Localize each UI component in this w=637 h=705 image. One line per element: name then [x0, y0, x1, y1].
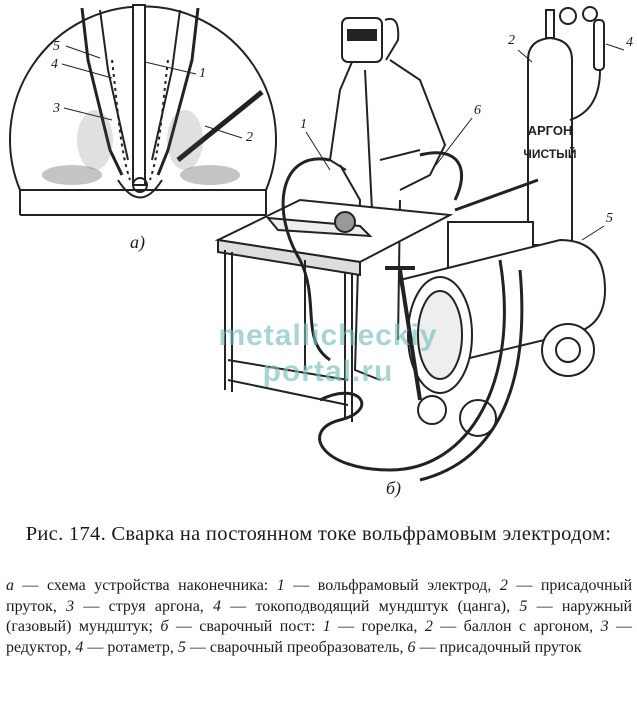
detail-label-2: 2: [246, 130, 253, 145]
legend-a-item-text: — вольфрамовый электрод,: [284, 577, 500, 594]
detail-label-3: 3: [53, 101, 60, 116]
legend-a-text: — схема устройства наконечника:: [14, 577, 277, 594]
legend-b-text: — сварочный пост:: [168, 618, 323, 635]
legend-b-item-num: 2: [424, 618, 433, 635]
legend-a-item-text: — присадочный пруток,: [6, 577, 632, 615]
figure-legend: [6, 576, 632, 658]
station-label-6: 6: [474, 103, 481, 118]
cylinder-label-line2: ЧИСТЫЙ: [523, 147, 577, 161]
station-label-4: 4: [626, 35, 633, 50]
legend-a-item-num: 1: [276, 577, 285, 594]
watermark-line1: metallicheckiy: [218, 319, 438, 352]
station-label-1: 1: [300, 117, 307, 132]
legend-b-item-text: — горелка,: [330, 618, 425, 635]
legend-a-item-num: 5: [519, 597, 528, 615]
legend-b-item-num: 4: [75, 638, 84, 656]
subfigure-b-label: б): [386, 478, 402, 498]
torch-tip-detail: [10, 5, 276, 215]
legend-b-item-text: — ротаметр,: [83, 638, 178, 656]
legend-a-item-text: — наружный (газовый) мундштук;: [6, 597, 633, 635]
watermark: [178, 318, 478, 390]
watermark-line2: portal.ru: [262, 355, 394, 388]
legend-a-item-num: 4: [213, 597, 222, 615]
figure-caption: Рис. 174. Сварка на постоянном токе вольфрамовым электродом:: [25, 523, 612, 545]
legend-b-item-num: 3: [600, 618, 609, 635]
legend-a-letter: а: [6, 577, 14, 594]
detail-label-4: 4: [51, 57, 58, 72]
detail-label-5: 5: [53, 39, 60, 54]
legend-b-item-text: — баллон с аргоном,: [432, 618, 601, 635]
legend-b-item-text: — присадочный пруток: [415, 638, 582, 656]
station-label-2: 2: [508, 33, 515, 48]
legend-b-item-num: 6: [407, 638, 416, 656]
detail-label-1: 1: [199, 66, 206, 81]
legend-a-item-num: 3: [66, 597, 75, 615]
legend-b-letter: б: [160, 618, 169, 635]
legend-a-item-text: — струя аргона,: [74, 597, 214, 615]
subfigure-a-label: а): [130, 232, 145, 252]
legend-b-item-num: 5: [177, 638, 186, 656]
cylinder-label-line1: АРГОН: [527, 123, 573, 138]
station-label-5: 5: [606, 211, 613, 226]
legend-b-item-text: — сварочный преобразователь,: [185, 638, 408, 656]
legend-b-item-text: — редуктор,: [6, 618, 633, 656]
legend-a-item-text: — токоподводящий мундштук (цанга),: [221, 597, 520, 615]
legend-a-item-num: 2: [499, 577, 508, 594]
legend-b-item-num: 1: [322, 618, 331, 635]
